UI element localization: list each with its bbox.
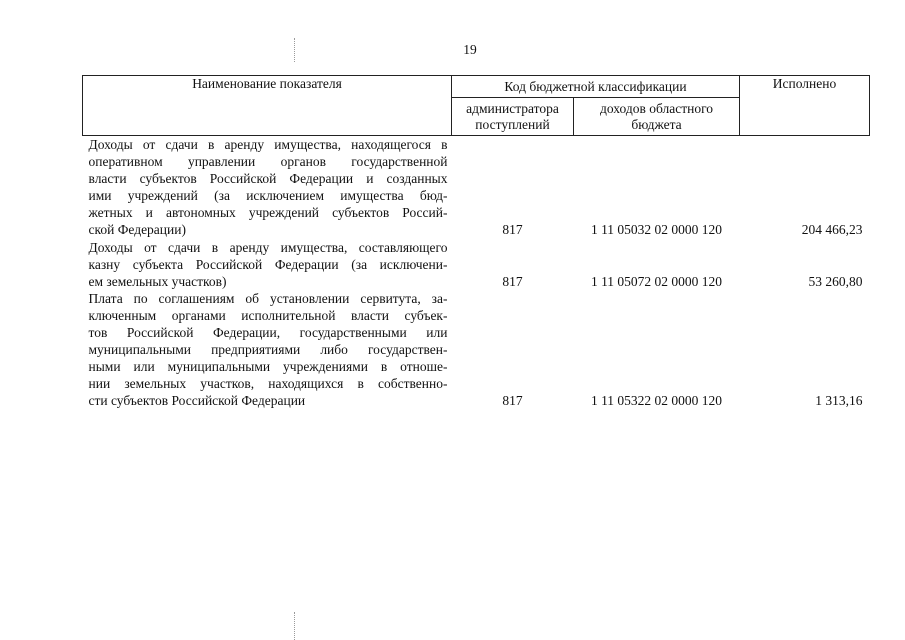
name-line: Доходы от сдачи в аренду имущества, составляющего bbox=[88, 239, 448, 255]
name-line: ными или муниципальными учреждениями в отноше- bbox=[88, 359, 448, 375]
header-revenue-line-2: бюджета bbox=[631, 116, 682, 132]
header-indicator-name: Наименование показателя bbox=[83, 76, 452, 136]
name-line: казну субъекта Российской Федерации (за исключени- bbox=[88, 256, 448, 272]
row-executed-amount: 53 260,80 bbox=[808, 273, 863, 289]
header-administrator-line-1: администратора bbox=[466, 100, 559, 116]
header-revenue-line-1: доходов областного bbox=[599, 100, 714, 116]
budget-revenue-table bbox=[82, 75, 870, 410]
row-executed-amount: 1 313,16 bbox=[815, 393, 863, 409]
name-line: муниципальными предприятиями либо государствен- bbox=[88, 342, 448, 358]
scan-edge-mark-bottom bbox=[294, 612, 296, 640]
name-line: Доходы от сдачи в аренду имущества, находящегося в bbox=[88, 137, 448, 152]
name-line: тов Российской Федерации, государственными или bbox=[88, 325, 448, 341]
table-header bbox=[83, 76, 870, 136]
row-indicator-name bbox=[83, 290, 452, 410]
row-administrator-code: 817 bbox=[502, 393, 523, 409]
name-line: оперативном управлении органов государственной bbox=[88, 154, 448, 170]
row-revenue-code: 1 11 05322 02 0000 120 bbox=[590, 393, 723, 409]
row-revenue-code: 1 11 05072 02 0000 120 bbox=[590, 273, 723, 289]
name-line: сти субъектов Российской Федерации bbox=[88, 393, 306, 409]
name-line: Плата по соглашениям об установлении сервитута, за- bbox=[88, 290, 448, 306]
table-row bbox=[83, 239, 870, 290]
row-executed-amount: 204 466,23 bbox=[801, 222, 863, 238]
row-indicator-name bbox=[83, 239, 452, 290]
header-administrator-line-2: поступлений bbox=[475, 116, 550, 132]
header-executed: Исполнено bbox=[740, 76, 870, 136]
table-row bbox=[83, 290, 870, 410]
name-line: жетных и автономных учреждений субъектов Россий- bbox=[88, 205, 448, 221]
scan-edge-mark-top bbox=[294, 38, 296, 62]
name-line: ем земельных участков) bbox=[88, 273, 227, 289]
name-line: власти субъектов Российской Федерации и созданных bbox=[88, 171, 448, 187]
name-line: ключенным органами исполнительной власти субъек- bbox=[88, 307, 448, 323]
row-indicator-name bbox=[83, 136, 452, 239]
header-administrator-code bbox=[452, 98, 574, 136]
header-budget-classification-code: Код бюджетной классификации bbox=[452, 76, 740, 98]
table-row bbox=[83, 136, 870, 239]
row-administrator-code: 817 bbox=[502, 273, 523, 289]
name-line: нии земельных участков, находящихся в собственно- bbox=[88, 376, 448, 392]
page-number: 19 bbox=[463, 42, 477, 57]
row-revenue-code: 1 11 05032 02 0000 120 bbox=[590, 222, 723, 238]
row-administrator-code: 817 bbox=[502, 222, 523, 238]
header-regional-revenue-code bbox=[574, 98, 740, 136]
name-line: ими учреждений (за исключением имущества бюд- bbox=[88, 188, 448, 204]
name-line: ской Федерации) bbox=[88, 222, 186, 238]
